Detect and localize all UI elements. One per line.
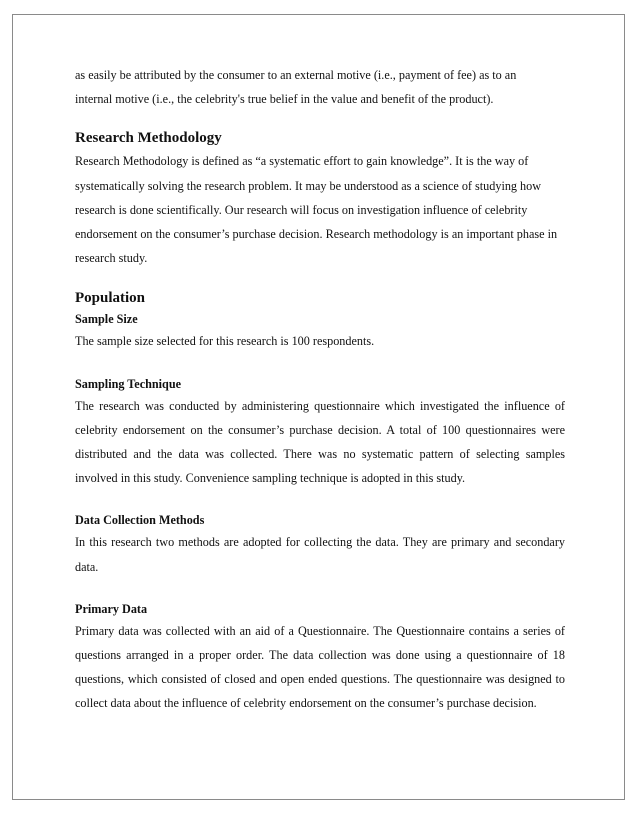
research-methodology-paragraph: Research Methodology is defined as “a systematic effort to gain knowledge”. It is the way of systematically solving the research problem. It may be understood as a science of studying how research is done scientifically. Our research will focus on investigation influence of celebrity endorsement on the consumer’s purchase decision. Research methodology is an important phase in research study. — [75, 154, 558, 266]
data-collection-heading: Data Collection Methods — [75, 513, 205, 528]
sampling-technique-heading: Sampling Technique — [75, 376, 182, 391]
data-collection-paragraph: In this research two methods are adopted for collecting the data. They are primary and secondary data. — [75, 535, 565, 574]
sample-size-heading: Sample Size — [75, 312, 138, 327]
intro-line-2: internal motive (i.e., the celebrity's true belief in the value and benefit of the product). — [75, 92, 494, 107]
research-methodology-heading: Research Methodology — [75, 130, 222, 147]
intro-line-1: as easily be attributed by the consumer to an external motive (i.e., payment of fee) as to an — [75, 68, 517, 82]
population-heading: Population — [75, 290, 146, 307]
document-body — [75, 63, 565, 716]
primary-data-paragraph: Primary data was collected with an aid of a Questionnaire. The Questionnaire contains a series of questions arranged in a proper order. The data collection was done using a questionnaire of 18 questions, which consisted of closed and open ended questions. The questionnaire was designed to collect data about the influence of celebrity endorsement on the consumer’s purchase decision. — [75, 623, 565, 711]
primary-data-heading: Primary Data — [75, 601, 148, 616]
sampling-technique-paragraph: The research was conducted by administering questionnaire which investigated the influence of celebrity endorsement on the consumer’s purchase decision. A total of 100 questionnaires were distributed and the data was collected. There was no systematic pattern of selecting samples involved in this study. Convenience sampling technique is adopted in this study. — [75, 398, 565, 486]
sample-size-paragraph: The sample size selected for this research is 100 respondents. — [75, 334, 375, 349]
